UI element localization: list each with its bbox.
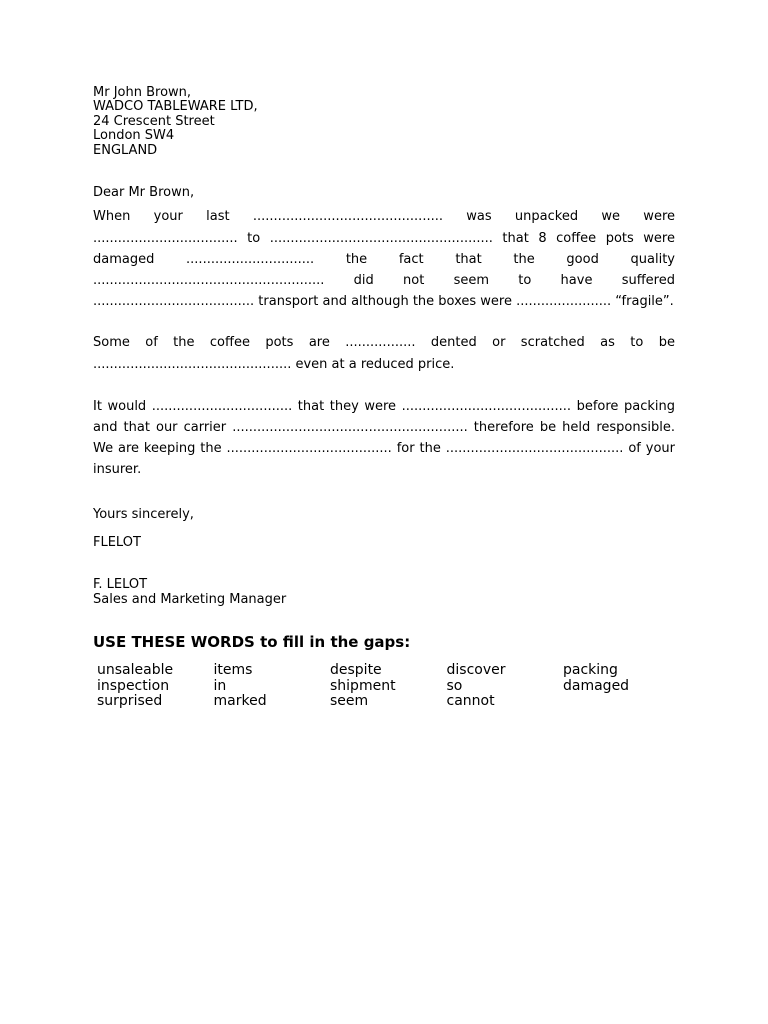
word-despite: despite — [330, 662, 382, 679]
word-discover: discover — [446, 662, 506, 679]
closing: Yours sincerely, — [93, 506, 194, 522]
letter-page — [93, 86, 675, 710]
signatory-title: Sales and Marketing Manager — [93, 591, 287, 607]
paragraph-3: It would .................................. that they were ......................................... before packing and that our carrier ......................................................... therefore be held responsible. We are keeping the ........................................ for the ........................................... of your insurer. — [93, 398, 675, 478]
word-seem: seem — [330, 693, 369, 710]
word-marked: marked — [213, 693, 267, 710]
recipient-address — [93, 86, 675, 158]
signature: FLELOT — [93, 535, 141, 551]
word-inspection: inspection — [97, 677, 170, 694]
address-line-name: Mr John Brown, — [93, 85, 192, 100]
word-unsaleable: unsaleable — [97, 662, 174, 679]
word-packing: packing — [563, 662, 618, 679]
word-bank-heading: USE THESE WORDS to fill in the gaps: — [93, 633, 411, 652]
signatory-name: F. LELOT — [93, 577, 148, 593]
word-damaged: damaged — [563, 677, 630, 694]
word-so: so — [446, 677, 463, 694]
paragraph-1: When your last .............................................. was unpacked we were ................................... to ...................................................... that 8 coffee pots were damaged ............................... the fact that the good quality ........................................................ did not seem to have suffered ....................................... transport and although the boxes were ....................... “fragile”. — [93, 209, 675, 310]
word-surprised: surprised — [97, 693, 163, 710]
word-items: items — [213, 662, 253, 679]
word-cannot: cannot — [446, 693, 495, 710]
word-bank-grid — [97, 663, 675, 709]
address-line-company: WADCO TABLEWARE LTD, — [93, 99, 258, 115]
paragraph-2: Some of the coffee pots are ................. dented or scratched as to be ................................................ even at a reduced price. — [93, 335, 675, 372]
address-line-city: London SW4 — [93, 128, 175, 144]
salutation: Dear Mr Brown, — [93, 185, 195, 201]
address-line-street: 24 Crescent Street — [93, 113, 215, 129]
word-empty-cell — [563, 694, 680, 709]
word-in: in — [213, 677, 227, 694]
address-line-country: ENGLAND — [93, 142, 158, 158]
word-shipment: shipment — [330, 677, 396, 694]
